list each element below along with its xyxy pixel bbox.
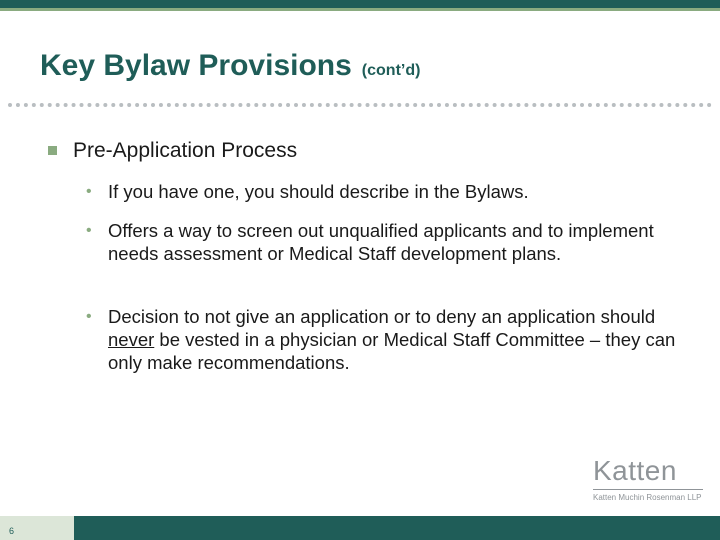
katten-logo	[593, 456, 705, 502]
section-heading	[48, 139, 688, 163]
bullet-text-emphasis: never	[108, 329, 155, 350]
bullet-item	[86, 180, 698, 203]
top-band	[0, 0, 720, 8]
section-heading-text: Pre-Application Process	[73, 139, 298, 162]
bullet-text: Offers a way to screen out unqualified applicants and to implement needs assessment or Medical Staff development plans.	[108, 220, 654, 264]
logo-firm-name: Katten Muchin Rosenman LLP	[593, 493, 702, 502]
slide-title-main: Key Bylaw Provisions	[40, 49, 352, 82]
slide-title-suffix: (cont’d)	[361, 62, 421, 79]
slide-title	[40, 49, 420, 83]
square-bullet-icon	[48, 146, 57, 155]
bullet-text: If you have one, you should describe in the Bylaws.	[108, 181, 529, 202]
logo-wordmark: Katten	[593, 455, 677, 486]
top-band-accent	[0, 8, 720, 11]
title-divider	[8, 103, 712, 107]
bullet-dot-icon: •	[86, 222, 92, 239]
bullet-item	[86, 219, 698, 265]
logo-divider	[593, 489, 703, 490]
bullet-text-before: Decision to not give an application or to deny an application should	[108, 306, 656, 327]
footer-band	[74, 516, 720, 540]
bullet-item	[86, 305, 698, 374]
bullet-text-after: be vested in a physician or Medical Staff Committee – they can only make recommendations.	[108, 329, 676, 373]
slide-number: 6	[9, 526, 15, 536]
bullet-dot-icon: •	[86, 308, 92, 325]
bullet-dot-icon: •	[86, 183, 92, 200]
bullet-text	[108, 306, 675, 373]
